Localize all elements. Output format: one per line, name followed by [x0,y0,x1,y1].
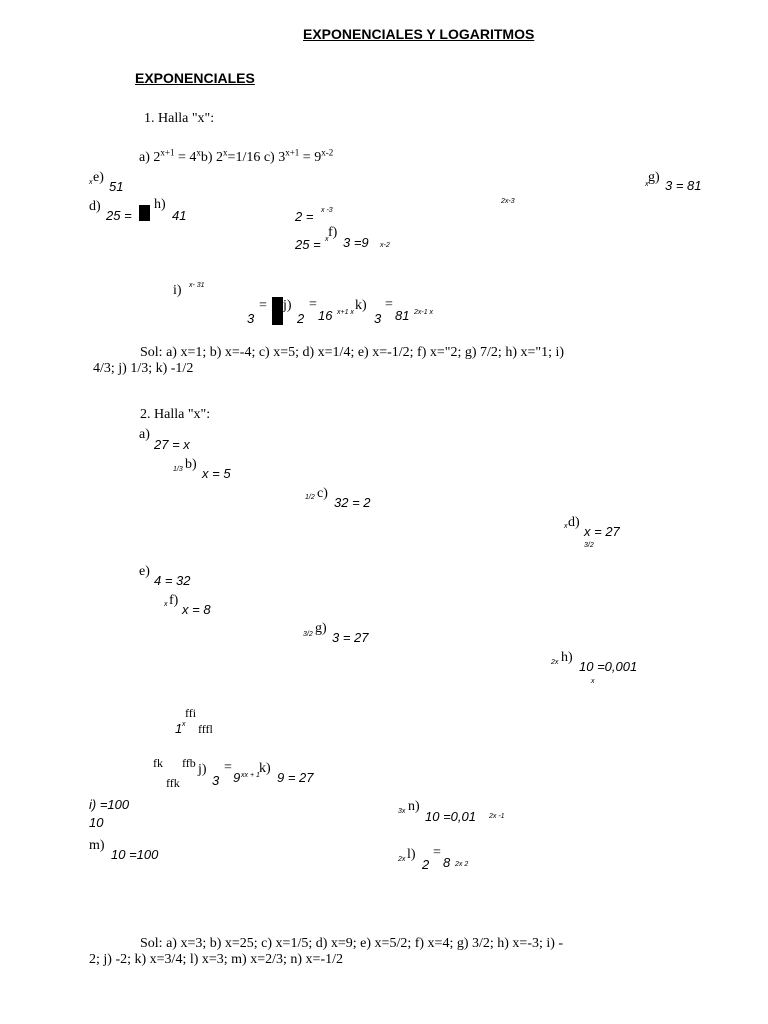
ex2-frag: 3 [212,773,220,788]
ex2-label-j: j) [198,762,207,777]
ex2-frag: x = 27 [584,524,620,539]
ex1-frag: 2 = [295,209,314,224]
ex1-frag: 51 [109,179,124,194]
ex2-frag: 1/2 [305,494,315,501]
ex2-frag: 10 =100 [111,847,159,862]
ex2-frag: 9 = 27 [277,770,314,785]
redaction-block [272,297,283,325]
ex2-label-m: m) [89,838,105,853]
ex2-frag: 3/2 [584,542,594,549]
section-heading: EXPONENCIALES [135,70,255,86]
ex2-frag: 3 = 27 [332,630,369,645]
ex2-frag: = [224,760,232,775]
ex2-frag: 10 [89,815,104,830]
ex1-frag: 3 = 81 [665,178,702,193]
ex1-label-i: i) [173,283,182,298]
ex1-frag: 16 [318,308,333,323]
ex1-frag: 2x-3 [501,198,515,205]
ex2-heading: 2. Halla "x": [140,407,211,422]
ex1-frag: 3 =9 [343,235,369,250]
ex2-label-l: l) [407,847,416,862]
ex2-frag: 9 [233,770,241,785]
ex1-label-k: k) [355,298,367,313]
ex2-label-n: n) [408,799,420,814]
ex1-frag: 3 [247,311,255,326]
ex1-frag: x [325,236,329,243]
ex2-frag: 2x 2 [455,861,469,868]
ex2-label-i: i) =100 [89,797,130,812]
ex1-frag: = [259,298,267,313]
ex2-solution-cont: 2; j) -2; k) x=3/4; l) x=3; m) x=2/3; n) x=-1/2 [89,952,344,967]
ex1-frag: 41 [172,208,187,223]
ex1-frag: 2x-1 x [414,309,434,316]
ex2-frag: 3/2 [303,631,313,638]
ex2-frag: ffi [185,706,197,720]
ex1-label-g: g) [648,170,660,185]
ex2-frag: 2x -1 [489,813,505,820]
ex2-frag: ffb [182,756,196,770]
ex1-line-a: a) $2^{x+1} = 4^xb$) $2^x=1/16$ c) $3^{x+1} = 9^{x-2}$ [139,147,334,165]
ex2-frag: 2x [398,856,406,863]
ex2-frag: 1/3 [173,466,183,473]
ex2-frag: 10 =0,01 [425,809,476,824]
ex1-frag: x- 31 [189,282,205,289]
ex1-frag: = [309,297,317,312]
ex2-solution: Sol: a) x=3; b) x=25; c) x=1/5; d) x=9; e) x=5/2; f) x=4; g) 3/2; h) x=-3; i) - [140,936,564,951]
ex1-solution: Sol: a) x=1; b) x=-4; c) x=5; d) x=1/4; e) x=-1/2; f) x="2; g) 7/2; h) x="1; i) [140,345,565,360]
ex2-frag: fk [153,756,163,770]
ex2-label-e: e) [139,564,150,579]
ex2-frag: x [591,678,595,685]
ex2-label-g: g) [315,621,327,636]
ex2-label-d: d) [568,515,580,530]
ex1-frag: x [645,181,649,188]
ex1-frag: 25 = [295,237,321,252]
ex1-frag: 3 [374,311,382,326]
ex2-frag: 4 = 32 [154,573,191,588]
ex2-frag: xx + 1 [241,772,260,779]
ex2-label-b: b) [185,457,197,472]
ex2-frag: 8 [443,855,451,870]
ex1-label-h: h) [154,197,166,212]
ex1-frag: 2 [297,311,305,326]
ex1-frag: x-2 [380,242,390,249]
document-title: EXPONENCIALES Y LOGARITMOS [303,26,535,42]
ex2-frag: x [564,523,568,530]
ex1-label-d: d) [89,199,101,214]
ex2-frag: 32 = 2 [334,495,371,510]
ex1-frag: 81 [395,308,410,323]
ex2-label-f: f) [169,593,179,608]
redaction-block [139,205,150,221]
ex1-label-f: f) [328,225,338,240]
ex2-label-k: k) [259,761,271,776]
ex2-frag: ffk [166,776,180,790]
ex1-heading: 1. Halla "x": [144,111,215,126]
ex1-frag: x+1 x [337,309,354,316]
ex2-frag: fffl [198,722,213,736]
ex2-frag: 3x [398,808,406,815]
ex2-frag: x [164,601,168,608]
ex1-label-e: e) [93,170,104,185]
ex1-label-j: j) [283,298,292,313]
ex1-frag: = [385,297,393,312]
ex2-frag: = [433,845,441,860]
ex2-frag: x = 5 [202,466,231,481]
ex2-frag: 10 =0,001 [579,659,638,674]
ex2-frag: 2 [422,857,430,872]
ex2-frag: 2x [551,659,559,666]
ex2-frag: x [182,721,186,728]
ex2-label-h: h) [561,650,573,665]
ex1-frag: 25 = [106,208,132,223]
ex2-frag: x = 8 [182,602,211,617]
ex2-label-a: a) [139,427,150,442]
ex1-frag: x -3 [321,207,333,214]
ex1-frag: x [89,179,93,186]
ex2-label-c: c) [317,486,328,501]
ex1-solution-cont: 4/3; j) 1/3; k) -1/2 [93,361,194,376]
ex2-frag: 1 [175,721,183,736]
ex2-frag: 27 = x [154,437,190,452]
